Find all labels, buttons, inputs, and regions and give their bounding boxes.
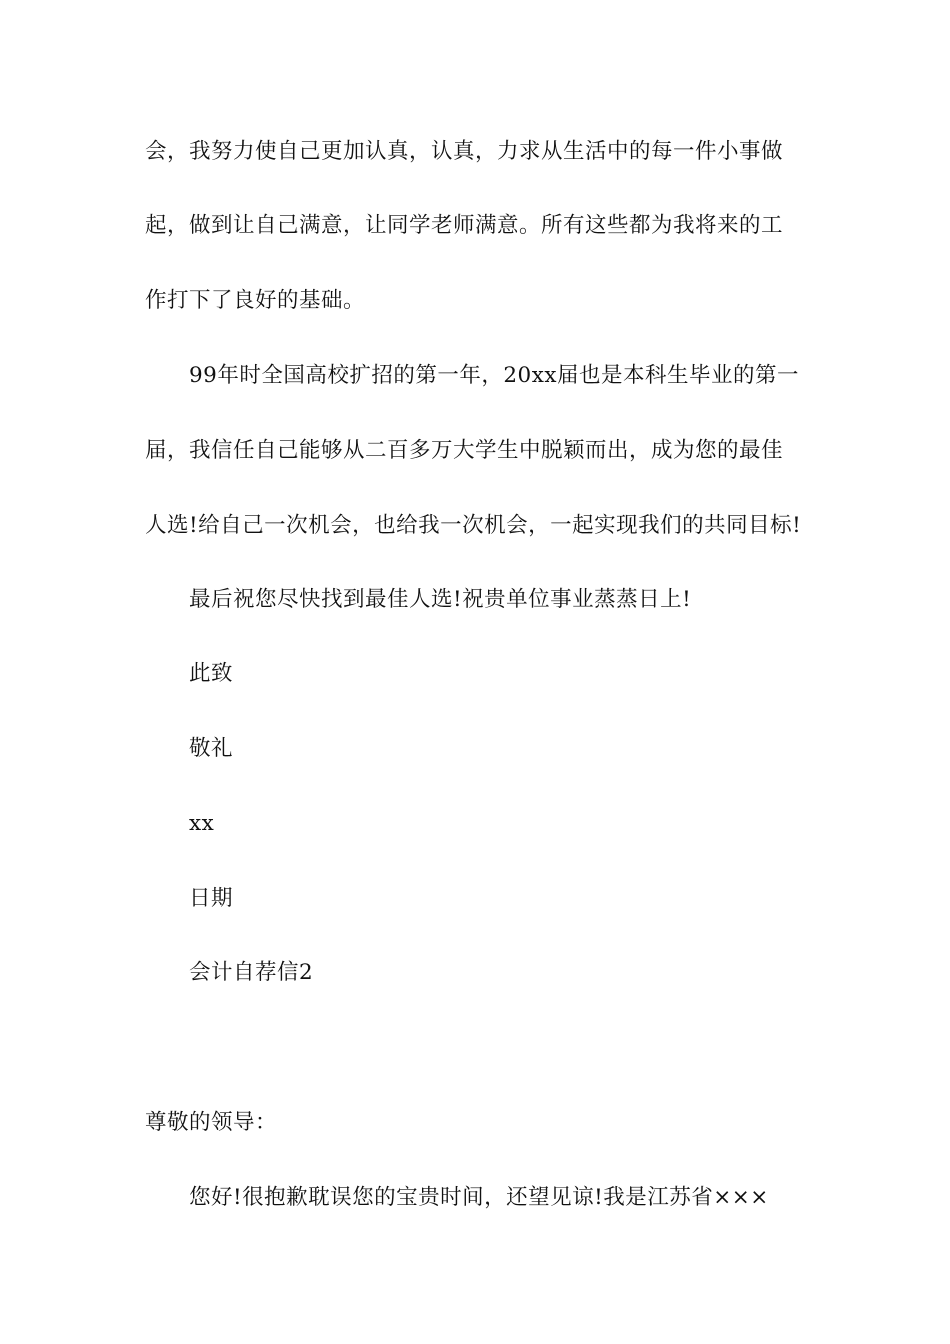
closing-wish: 最后祝您尽快找到最佳人选!祝贵单位事业蒸蒸日上! (189, 587, 692, 612)
paragraph-line: 99年时全国高校扩招的第一年，20xx届也是本科生毕业的第一 (189, 363, 799, 388)
signature-date: 日期 (189, 886, 234, 911)
salutation-jingli: 敬礼 (189, 736, 234, 761)
salutation-cizhi: 此致 (189, 661, 234, 686)
paragraph-line: 作打下了良好的基础。 (145, 288, 366, 313)
paragraph-line: 会，我努力使自己更加认真，认真，力求从生活中的每一件小事做 (145, 139, 784, 164)
section-title: 会计自荐信2 (189, 960, 314, 985)
letter-greeting: 尊敬的领导： (145, 1110, 278, 1135)
paragraph-line: 届，我信任自己能够从二百多万大学生中脱颖而出，成为您的最佳 (145, 438, 784, 463)
paragraph-line: 起，做到让自己满意，让同学老师满意。所有这些都为我将来的工 (145, 213, 784, 238)
signature-name: xx (189, 811, 215, 836)
paragraph-line: 人选!给自己一次机会，也给我一次机会，一起实现我们的共同目标! (145, 513, 802, 538)
paragraph-line: 您好!很抱歉耽误您的宝贵时间，还望见谅!我是江苏省××× (189, 1185, 769, 1210)
